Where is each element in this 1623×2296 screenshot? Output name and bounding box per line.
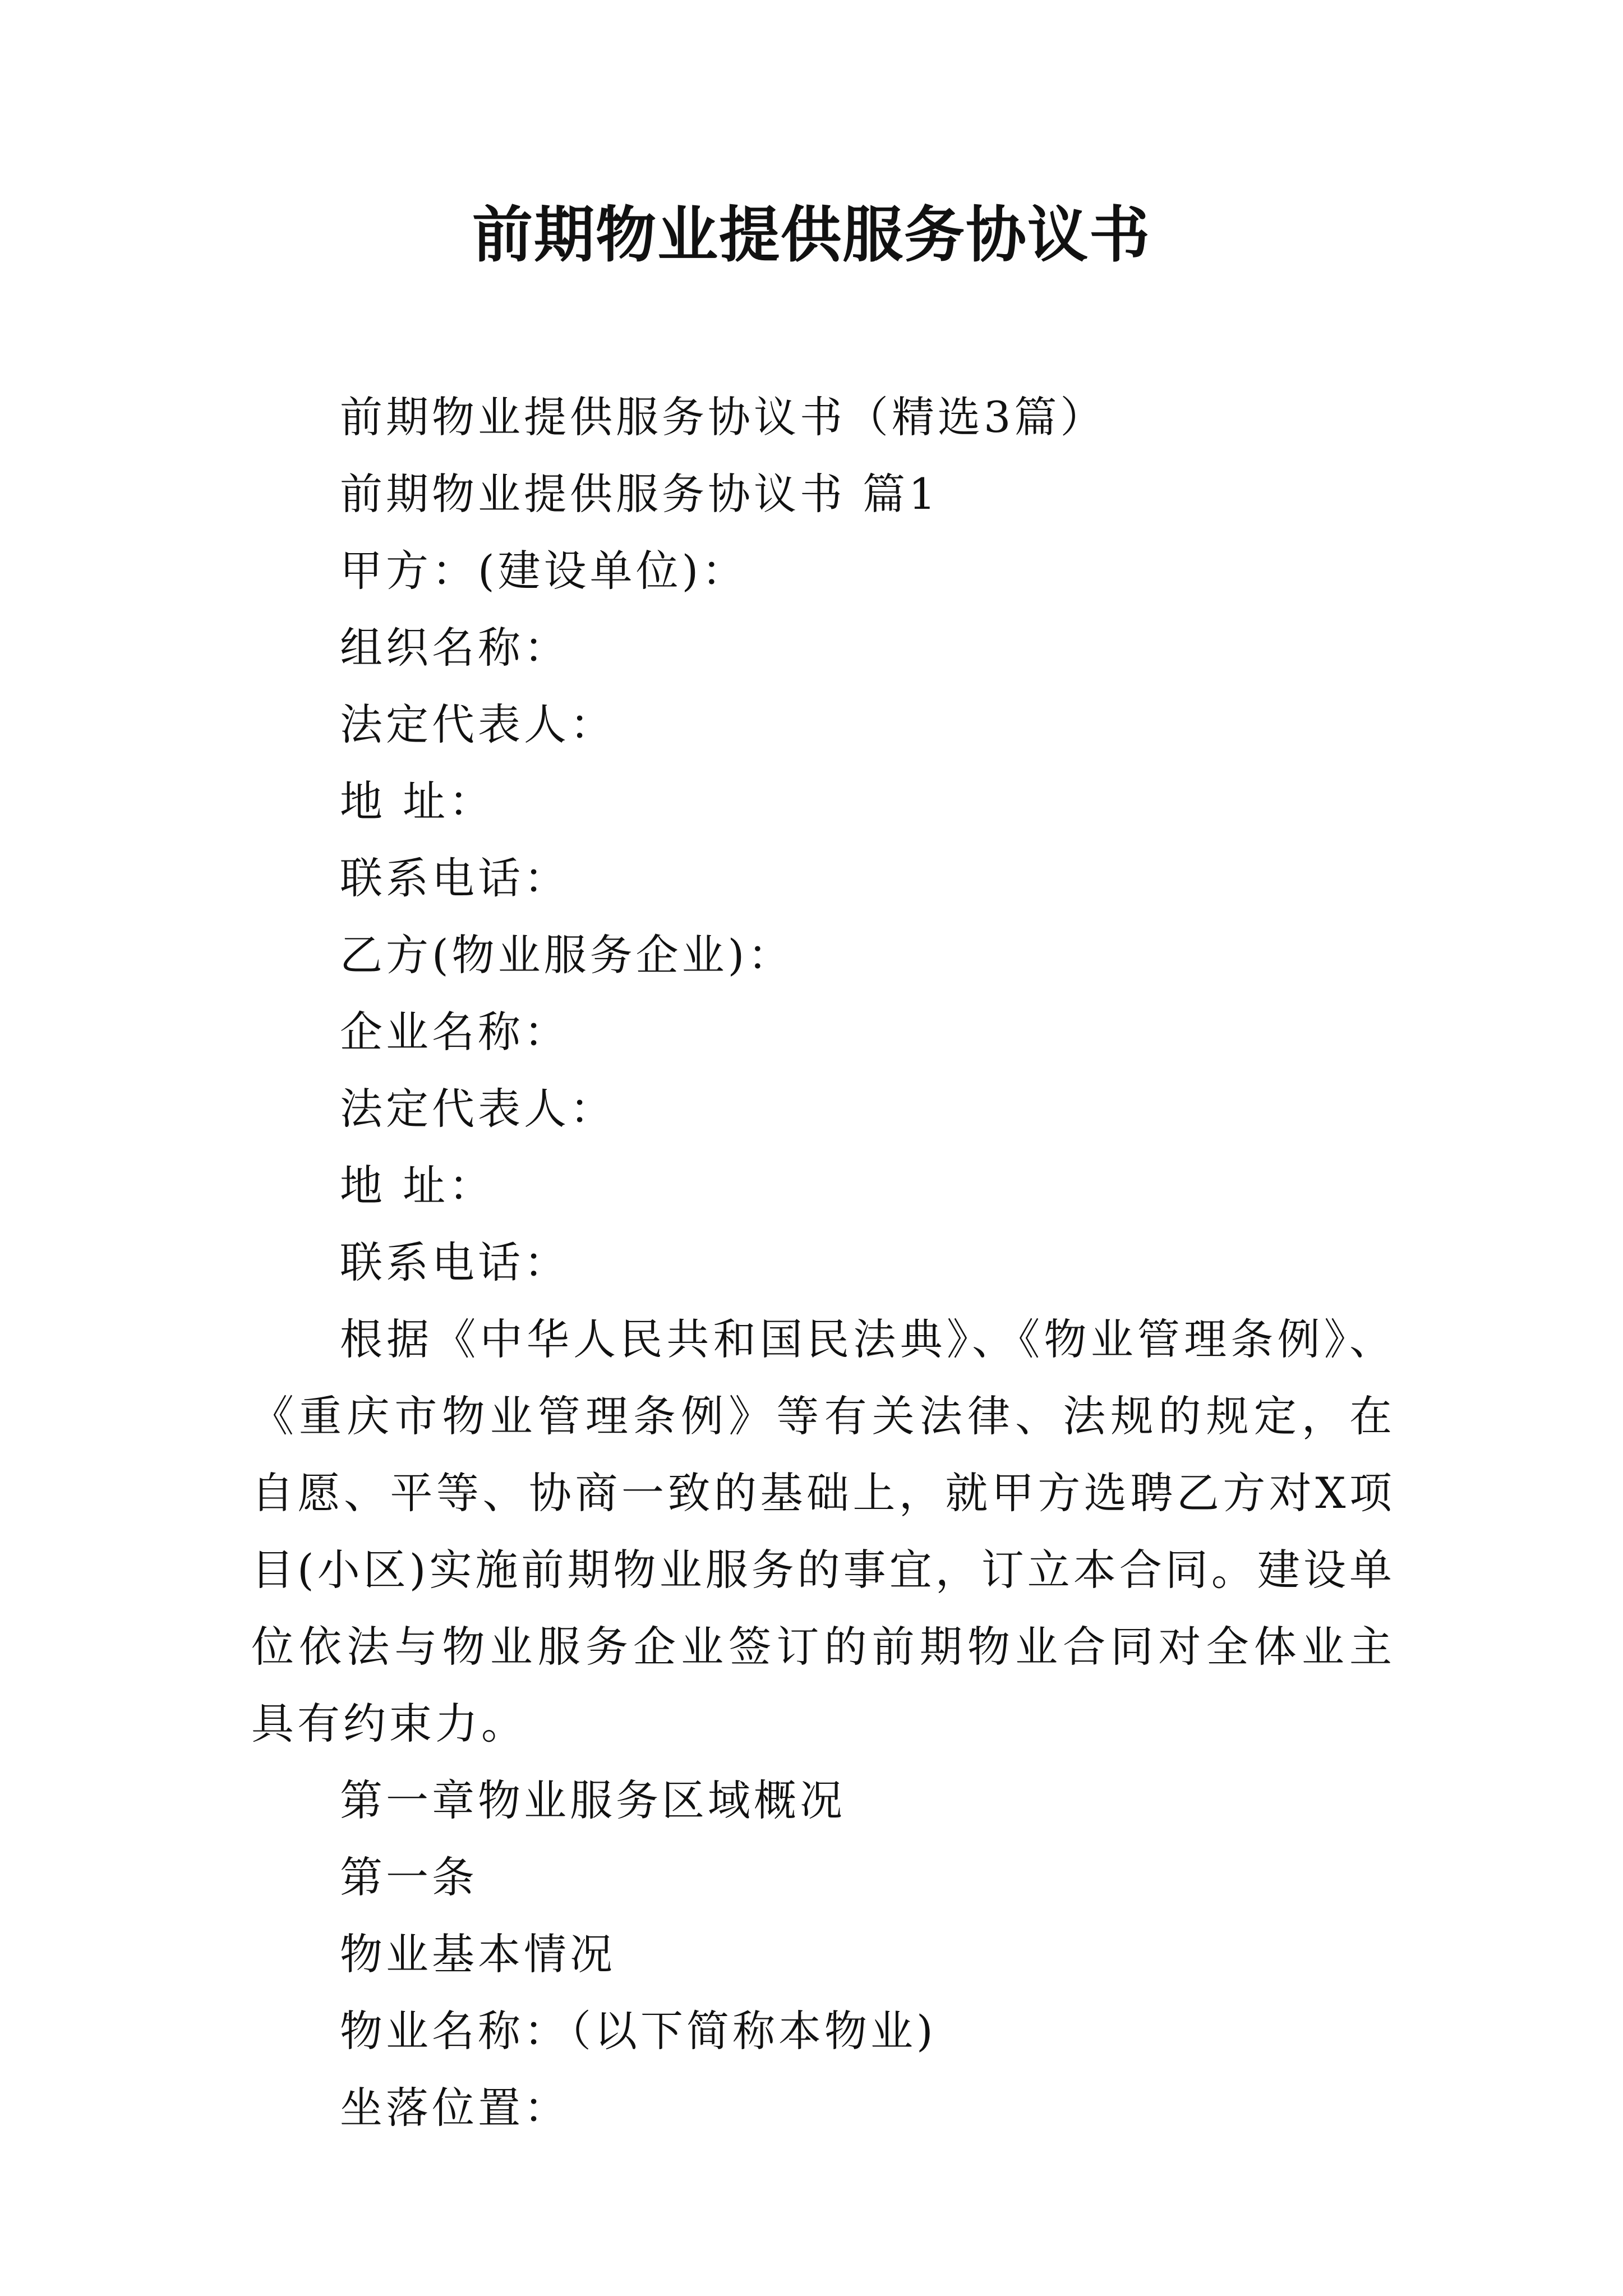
party-b-legal-rep: 法定代表人： <box>340 1084 616 1134</box>
party-a-address: 地 址： <box>340 776 495 826</box>
party-b-address: 地 址： <box>340 1161 495 1211</box>
document-title: 前期物业提供服务协议书 <box>472 200 1151 270</box>
article-heading: 第一条 <box>340 1852 478 1902</box>
party-b-heading: 乙方(物业服务企业)： <box>340 930 794 980</box>
legal-basis-paragraph: 根据《中华人民共和国民法典》、《物业管理条例》、《重庆市物业管理条例》等有关法律、法规的规定，在自愿、平等、协商一致的基础上，就甲方选聘乙方对X项目(小区)实施前期物业服务的事宜，订立本合同。建设单位依法与物业服务企业签订的前期物业合同对全体业主具有约束力。 <box>251 1314 1395 1749</box>
party-a-org-name: 组织名称： <box>340 623 570 673</box>
section-heading: 前期物业提供服务协议书 篇1 <box>340 469 939 519</box>
property-location-line: 坐落位置： <box>340 2083 570 2133</box>
party-a-legal-rep: 法定代表人： <box>340 700 616 749</box>
property-name-line: 物业名称：（以下简称本物业) <box>340 2006 937 2056</box>
party-b-phone: 联系电话： <box>340 1237 570 1287</box>
document-body <box>251 379 1395 2146</box>
party-a-heading: 甲方：(建设单位)： <box>340 546 748 596</box>
property-basic-info: 物业基本情况 <box>340 1929 616 1979</box>
party-b-company-name: 企业名称： <box>340 1007 570 1057</box>
subtitle-line: 前期物业提供服务协议书（精选3篇） <box>340 392 1106 442</box>
party-a-phone: 联系电话： <box>340 853 570 903</box>
chapter-heading: 第一章物业服务区域概况 <box>340 1775 846 1825</box>
